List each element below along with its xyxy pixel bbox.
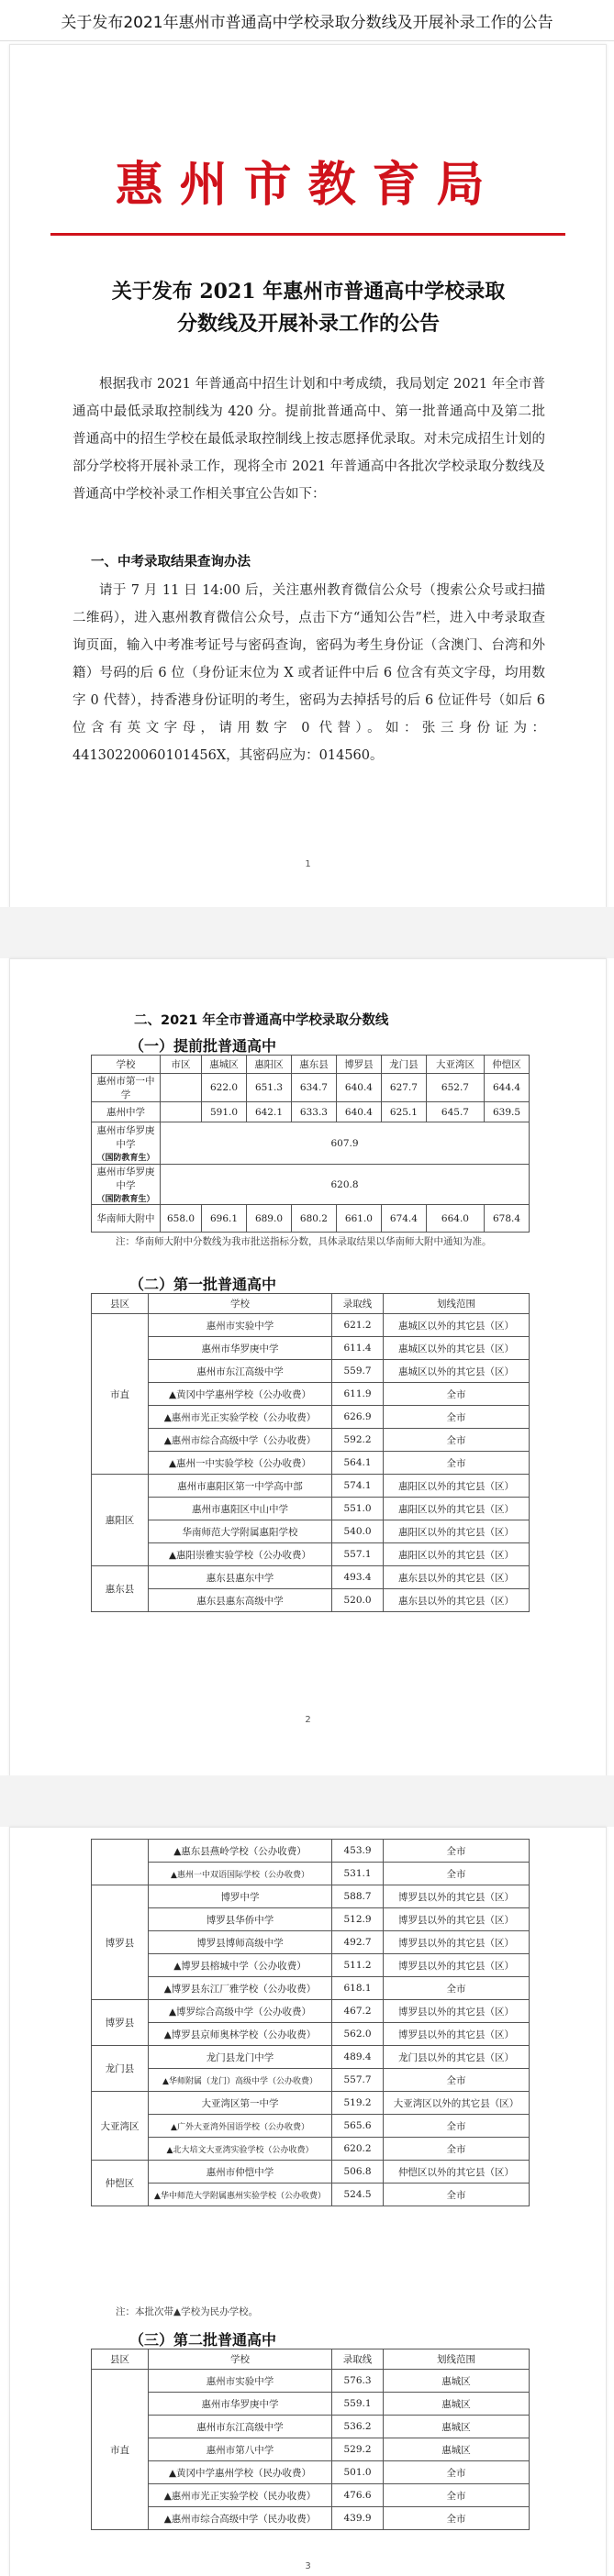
table-row <box>92 2484 530 2507</box>
range-cell: 全市 <box>384 2115 530 2138</box>
school-cell: 惠州市惠阳区第一中学高中部 <box>149 1475 332 1498</box>
school-cell: 博罗县华侨中学 <box>149 1908 332 1931</box>
score-cell: 626.9 <box>332 1406 384 1429</box>
range-cell: 惠城区以外的其它县（区） <box>384 1360 530 1383</box>
table-row <box>92 1840 530 1863</box>
score-cell: 506.8 <box>332 2161 384 2184</box>
second-batch-title: （三）第二批普通高中 <box>129 2331 277 2349</box>
score-cell: 611.9 <box>332 1383 384 1406</box>
table-header: 惠城区 <box>202 1056 247 1074</box>
window-title: 关于发布2021年惠州市普通高中学校录取分数线及开展补录工作的公告 <box>61 13 553 32</box>
school-label: 惠州市华罗庚中学 <box>96 1166 155 1191</box>
school-cell: 博罗县博师高级中学 <box>149 1931 332 1954</box>
page-number: 2 <box>305 1715 311 1725</box>
score-cell: 574.1 <box>332 1475 384 1498</box>
range-cell: 大亚湾区以外的其它县（区） <box>384 2092 530 2115</box>
range-cell: 惠阳区以外的其它县（区） <box>384 1520 530 1543</box>
score-cell: 520.0 <box>332 1589 384 1612</box>
score-cell: 493.4 <box>332 1566 384 1589</box>
document-page-1 <box>9 44 607 908</box>
first-batch-table-continued <box>91 1839 530 2206</box>
range-cell: 惠城区 <box>384 2416 530 2438</box>
score-cell: 439.9 <box>332 2507 384 2530</box>
school-cell: 惠州市第八中学 <box>149 2438 332 2461</box>
school-cell: ▲黄冈中学惠州学校（公办收费） <box>149 1383 332 1406</box>
school-cell: 惠州市实验中学 <box>149 2370 332 2393</box>
merged-score-cell: 607.9 <box>161 1122 530 1165</box>
score-cell: 519.2 <box>332 2092 384 2115</box>
table-header: 县区 <box>92 1294 149 1314</box>
table-row <box>92 1074 530 1102</box>
range-cell: 全市 <box>384 1452 530 1475</box>
school-cell: 龙门县龙门中学 <box>149 2046 332 2069</box>
doc-title-line-1: 关于发布 2021 年惠州市普通高中学校录取 <box>111 280 506 304</box>
range-cell: 全市 <box>384 2069 530 2092</box>
page-gap <box>0 907 614 958</box>
table-row <box>92 1360 530 1383</box>
table-header: 学校 <box>149 1294 332 1314</box>
empty-cell <box>161 1074 202 1102</box>
table-row <box>92 1337 530 1360</box>
school-cell: ▲惠东县燕岭学校（公办收费） <box>149 1840 332 1863</box>
table-header: 大亚湾区 <box>426 1056 484 1074</box>
score-cell: 511.2 <box>332 1954 384 1977</box>
range-cell: 博罗县以外的其它县（区） <box>384 1954 530 1977</box>
table-row <box>92 1885 530 1908</box>
score-cell: 620.2 <box>332 2138 384 2161</box>
score-cell: 644.4 <box>485 1074 530 1102</box>
table-row <box>92 1452 530 1475</box>
score-cell: 652.7 <box>426 1074 484 1102</box>
school-cell: ▲华中师范大学附属惠州实验学校（公办收费） <box>149 2184 332 2206</box>
document-page-2 <box>9 958 607 1776</box>
table-row <box>92 1406 530 1429</box>
table-row <box>92 2393 530 2416</box>
range-cell: 惠城区 <box>384 2438 530 2461</box>
score-cell: 559.7 <box>332 1360 384 1383</box>
table-row <box>92 1589 530 1612</box>
range-cell: 全市 <box>384 2461 530 2484</box>
early-batch-table <box>91 1055 530 1233</box>
table-row <box>92 1314 530 1337</box>
table-row <box>92 1475 530 1498</box>
county-cell: 博罗县 <box>92 2000 149 2046</box>
first-batch-table <box>91 1293 530 1612</box>
school-cell: ▲惠州市综合高级中学（民办收费） <box>149 2507 332 2530</box>
table-header: 学校 <box>149 2349 332 2370</box>
score-cell: 678.4 <box>485 1205 530 1233</box>
table-row <box>92 2023 530 2046</box>
county-cell: 龙门县 <box>92 2046 149 2092</box>
table-row <box>92 1429 530 1452</box>
school-name: 华南师大附中 <box>92 1205 161 1233</box>
page-number: 1 <box>305 859 311 869</box>
range-cell: 全市 <box>384 1406 530 1429</box>
early-batch-footnote: 注：华南师大附中分数线为我市批送指标分数，具体录取结果以华南师大附中通知为准。 <box>116 1236 492 1247</box>
table-row <box>92 1205 530 1233</box>
section1-body: 请于 7 月 11 日 14:00 后，关注惠州教育微信公众号（搜索公众号或扫描二维码），进入惠州教育微信公众号，点击下方“通知公告”栏，进入中考录取查询页面，输入中考准考证号与密码查询，密码为考生身份证（含澳门、台湾和外籍）号码的后 6 位（身份证末位为 X 或者证件中后 6 位含有英文字母，均用数字 0 代替），持香港身份证明的考生，密码为去掉括号的后 6 位证件号（如后 6 位含有英文字母，请用数字 0 代替）。如：张三身份证为：44130220060101456X，其密码应为：014560。 <box>73 583 545 763</box>
school-cell: 惠州市东江高级中学 <box>149 2416 332 2438</box>
school-cell: 惠州市华罗庚中学 <box>149 1337 332 1360</box>
score-cell: 492.7 <box>332 1931 384 1954</box>
county-cell <box>92 1840 149 1885</box>
merged-score-cell: 620.8 <box>161 1165 530 1205</box>
county-cell: 惠阳区 <box>92 1475 149 1566</box>
school-name <box>92 1165 161 1205</box>
county-cell: 惠东县 <box>92 1566 149 1612</box>
intro-paragraph: 根据我市 2021 年普通高中招生计划和中考成绩，我局划定 2021 年全市普通高中最低录取控制线为 420 分。提前批普通高中、第一批普通高中及第二批普通高中的招生学校在最低录取控制线上按志愿择优录取。对未完成招生计划的部分学校将开展补录工作，现将全市 2021 年普通高中各批次学校录取分数线及普通高中学校补录工作相关事宜公告如下： <box>73 377 545 502</box>
table-header-row <box>92 2349 530 2370</box>
table-header: 录取线 <box>332 1294 384 1314</box>
range-cell: 全市 <box>384 1383 530 1406</box>
range-cell: 全市 <box>384 2138 530 2161</box>
score-cell: 674.4 <box>381 1205 426 1233</box>
school-cell: ▲惠州市光正实验学校（民办收费） <box>149 2484 332 2507</box>
score-cell: 592.2 <box>332 1429 384 1452</box>
school-cell: ▲北大培文大亚湾实验学校（公办收费） <box>149 2138 332 2161</box>
range-cell: 惠阳区以外的其它县（区） <box>384 1475 530 1498</box>
score-cell: 640.4 <box>336 1074 381 1102</box>
table-header: 学校 <box>92 1056 161 1074</box>
score-cell: 689.0 <box>246 1205 291 1233</box>
score-cell: 696.1 <box>202 1205 247 1233</box>
table-row <box>92 1520 530 1543</box>
score-cell: 664.0 <box>426 1205 484 1233</box>
table-header: 市区 <box>161 1056 202 1074</box>
table-row <box>92 2115 530 2138</box>
table-row <box>92 2461 530 2484</box>
score-cell: 642.1 <box>246 1102 291 1122</box>
score-cell: 467.2 <box>332 2000 384 2023</box>
school-note: （国防教育生） <box>96 1154 155 1163</box>
score-cell: 591.0 <box>202 1102 247 1122</box>
score-cell: 562.0 <box>332 2023 384 2046</box>
school-cell: 惠州市实验中学 <box>149 1314 332 1337</box>
range-cell: 博罗县以外的其它县（区） <box>384 2000 530 2023</box>
school-cell: 惠东县惠东高级中学 <box>149 1589 332 1612</box>
school-cell: 惠州市华罗庚中学 <box>149 2393 332 2416</box>
score-cell: 645.7 <box>426 1102 484 1122</box>
score-cell: 680.2 <box>291 1205 336 1233</box>
range-cell: 惠阳区以外的其它县（区） <box>384 1498 530 1520</box>
table-header: 县区 <box>92 2349 149 2370</box>
second-batch-table <box>91 2349 530 2530</box>
section2-heading: 二、2021 年全市普通高中学校录取分数线 <box>134 1013 389 1028</box>
school-cell: 惠州市仲恺中学 <box>149 2161 332 2184</box>
table-row <box>92 2092 530 2115</box>
table-row <box>92 1566 530 1589</box>
school-cell: 惠东县惠东中学 <box>149 1566 332 1589</box>
county-cell: 市直 <box>92 1314 149 1475</box>
score-cell: 489.4 <box>332 2046 384 2069</box>
table-row <box>92 1102 530 1122</box>
score-cell: 540.0 <box>332 1520 384 1543</box>
table-row <box>92 2507 530 2530</box>
table-row <box>92 2138 530 2161</box>
score-cell: 634.7 <box>291 1074 336 1102</box>
table-row <box>92 2416 530 2438</box>
table-row <box>92 2370 530 2393</box>
first-batch-footnote: 注：本批次带▲学校为民办学校。 <box>116 2306 259 2317</box>
table-row <box>92 1977 530 2000</box>
table-row <box>92 2184 530 2206</box>
table-header: 录取线 <box>332 2349 384 2370</box>
range-cell: 惠城区 <box>384 2393 530 2416</box>
score-cell: 524.5 <box>332 2184 384 2206</box>
table-row <box>92 2046 530 2069</box>
org-name: 惠州市教育局 <box>115 158 501 213</box>
table-row <box>92 1908 530 1931</box>
score-cell: 627.7 <box>381 1074 426 1102</box>
empty-cell <box>161 1102 202 1122</box>
range-cell: 博罗县以外的其它县（区） <box>384 1931 530 1954</box>
school-name: 惠州中学 <box>92 1102 161 1122</box>
table-header: 龙门县 <box>381 1056 426 1074</box>
score-cell: 531.1 <box>332 1863 384 1885</box>
school-cell: 大亚湾区第一中学 <box>149 2092 332 2115</box>
range-cell: 惠东县以外的其它县（区） <box>384 1589 530 1612</box>
table-header: 惠阳区 <box>246 1056 291 1074</box>
table-header-row <box>92 1056 530 1074</box>
score-cell: 551.0 <box>332 1498 384 1520</box>
table-header: 博罗县 <box>336 1056 381 1074</box>
score-cell: 512.9 <box>332 1908 384 1931</box>
range-cell: 全市 <box>384 2507 530 2530</box>
range-cell: 全市 <box>384 2484 530 2507</box>
range-cell: 惠城区 <box>384 2370 530 2393</box>
school-cell: ▲博罗县京师奥林学校（公办收费） <box>149 2023 332 2046</box>
score-cell: 622.0 <box>202 1074 247 1102</box>
score-cell: 633.3 <box>291 1102 336 1122</box>
school-note: （国防教育生） <box>96 1195 155 1204</box>
section1-heading: 一、中考录取结果查询办法 <box>91 555 251 569</box>
school-cell: ▲惠州一中实验学校（公办收费） <box>149 1452 332 1475</box>
score-cell: 564.1 <box>332 1452 384 1475</box>
score-cell: 576.3 <box>332 2370 384 2393</box>
score-cell: 651.3 <box>246 1074 291 1102</box>
table-row <box>92 1954 530 1977</box>
county-cell: 博罗县 <box>92 1885 149 2000</box>
table-row <box>92 2161 530 2184</box>
score-cell: 536.2 <box>332 2416 384 2438</box>
school-cell: 博罗中学 <box>149 1885 332 1908</box>
school-cell: ▲惠州市光正实验学校（公办收费） <box>149 1406 332 1429</box>
school-cell: ▲惠州市综合高级中学（公办收费） <box>149 1429 332 1452</box>
score-cell: 565.6 <box>332 2115 384 2138</box>
table-row <box>92 2069 530 2092</box>
table-row <box>92 1863 530 1885</box>
school-cell: ▲黄冈中学惠州学校（民办收费） <box>149 2461 332 2484</box>
score-cell: 557.1 <box>332 1543 384 1566</box>
range-cell: 博罗县以外的其它县（区） <box>384 1908 530 1931</box>
table-row <box>92 1122 530 1165</box>
school-name: 惠州市第一中学 <box>92 1074 161 1102</box>
doc-title-line-2: 分数线及开展补录工作的公告 <box>176 312 440 336</box>
score-cell: 559.1 <box>332 2393 384 2416</box>
score-cell: 557.7 <box>332 2069 384 2092</box>
window-titlebar <box>0 0 614 41</box>
range-cell: 博罗县以外的其它县（区） <box>384 1885 530 1908</box>
school-cell: 惠州市东江高级中学 <box>149 1360 332 1383</box>
red-divider <box>50 233 565 236</box>
document-page-3 <box>9 1827 607 2576</box>
table-header: 划线范围 <box>384 1294 530 1314</box>
page-number: 3 <box>305 2561 311 2571</box>
range-cell: 全市 <box>384 1429 530 1452</box>
table-header: 仲恺区 <box>485 1056 530 1074</box>
range-cell: 全市 <box>384 1863 530 1885</box>
school-cell: ▲惠州一中双语国际学校（公办收费） <box>149 1863 332 1885</box>
range-cell: 全市 <box>384 1977 530 2000</box>
doc-title <box>65 276 552 340</box>
school-cell: ▲华师附属（龙门）高级中学（公办收费） <box>149 2069 332 2092</box>
score-cell: 661.0 <box>336 1205 381 1233</box>
page-gap <box>0 1775 614 1827</box>
school-cell: ▲博罗县东江厂雅学校（公办收费） <box>149 1977 332 2000</box>
table-row <box>92 1498 530 1520</box>
score-cell: 639.5 <box>485 1102 530 1122</box>
range-cell: 博罗县以外的其它县（区） <box>384 2023 530 2046</box>
score-cell: 529.2 <box>332 2438 384 2461</box>
school-cell: ▲博罗综合高级中学（公办收费） <box>149 2000 332 2023</box>
range-cell: 惠阳区以外的其它县（区） <box>384 1543 530 1566</box>
table-header: 惠东县 <box>291 1056 336 1074</box>
table-header: 划线范围 <box>384 2349 530 2370</box>
range-cell: 全市 <box>384 1840 530 1863</box>
range-cell: 惠城区以外的其它县（区） <box>384 1314 530 1337</box>
school-cell: ▲博罗县榕城中学（公办收费） <box>149 1954 332 1977</box>
school-cell: 华南师范大学附属惠阳学校 <box>149 1520 332 1543</box>
table-header-row <box>92 1294 530 1314</box>
table-row <box>92 2438 530 2461</box>
county-cell: 市直 <box>92 2370 149 2530</box>
school-label: 惠州市华罗庚中学 <box>96 1125 155 1150</box>
county-cell: 大亚湾区 <box>92 2092 149 2161</box>
school-cell: 惠州市惠阳区中山中学 <box>149 1498 332 1520</box>
score-cell: 658.0 <box>161 1205 202 1233</box>
score-cell: 611.4 <box>332 1337 384 1360</box>
table-row <box>92 1383 530 1406</box>
score-cell: 453.9 <box>332 1840 384 1863</box>
table-row <box>92 2000 530 2023</box>
school-name <box>92 1122 161 1165</box>
range-cell: 龙门县以外的其它县（区） <box>384 2046 530 2069</box>
school-cell: ▲惠阳崇雅实验学校（公办收费） <box>149 1543 332 1566</box>
table-row <box>92 1165 530 1205</box>
score-cell: 618.1 <box>332 1977 384 2000</box>
county-cell: 仲恺区 <box>92 2161 149 2206</box>
score-cell: 640.4 <box>336 1102 381 1122</box>
score-cell: 625.1 <box>381 1102 426 1122</box>
score-cell: 588.7 <box>332 1885 384 1908</box>
score-cell: 501.0 <box>332 2461 384 2484</box>
score-cell: 621.2 <box>332 1314 384 1337</box>
range-cell: 惠城区以外的其它县（区） <box>384 1337 530 1360</box>
range-cell: 全市 <box>384 2184 530 2206</box>
score-cell: 476.6 <box>332 2484 384 2507</box>
first-batch-title: （二）第一批普通高中 <box>129 1276 277 1293</box>
range-cell: 惠东县以外的其它县（区） <box>384 1566 530 1589</box>
early-batch-title: （一）提前批普通高中 <box>129 1037 277 1055</box>
range-cell: 仲恺区以外的其它县（区） <box>384 2161 530 2184</box>
school-cell: ▲广外大亚湾外国语学校（公办收费） <box>149 2115 332 2138</box>
table-row <box>92 1931 530 1954</box>
table-row <box>92 1543 530 1566</box>
